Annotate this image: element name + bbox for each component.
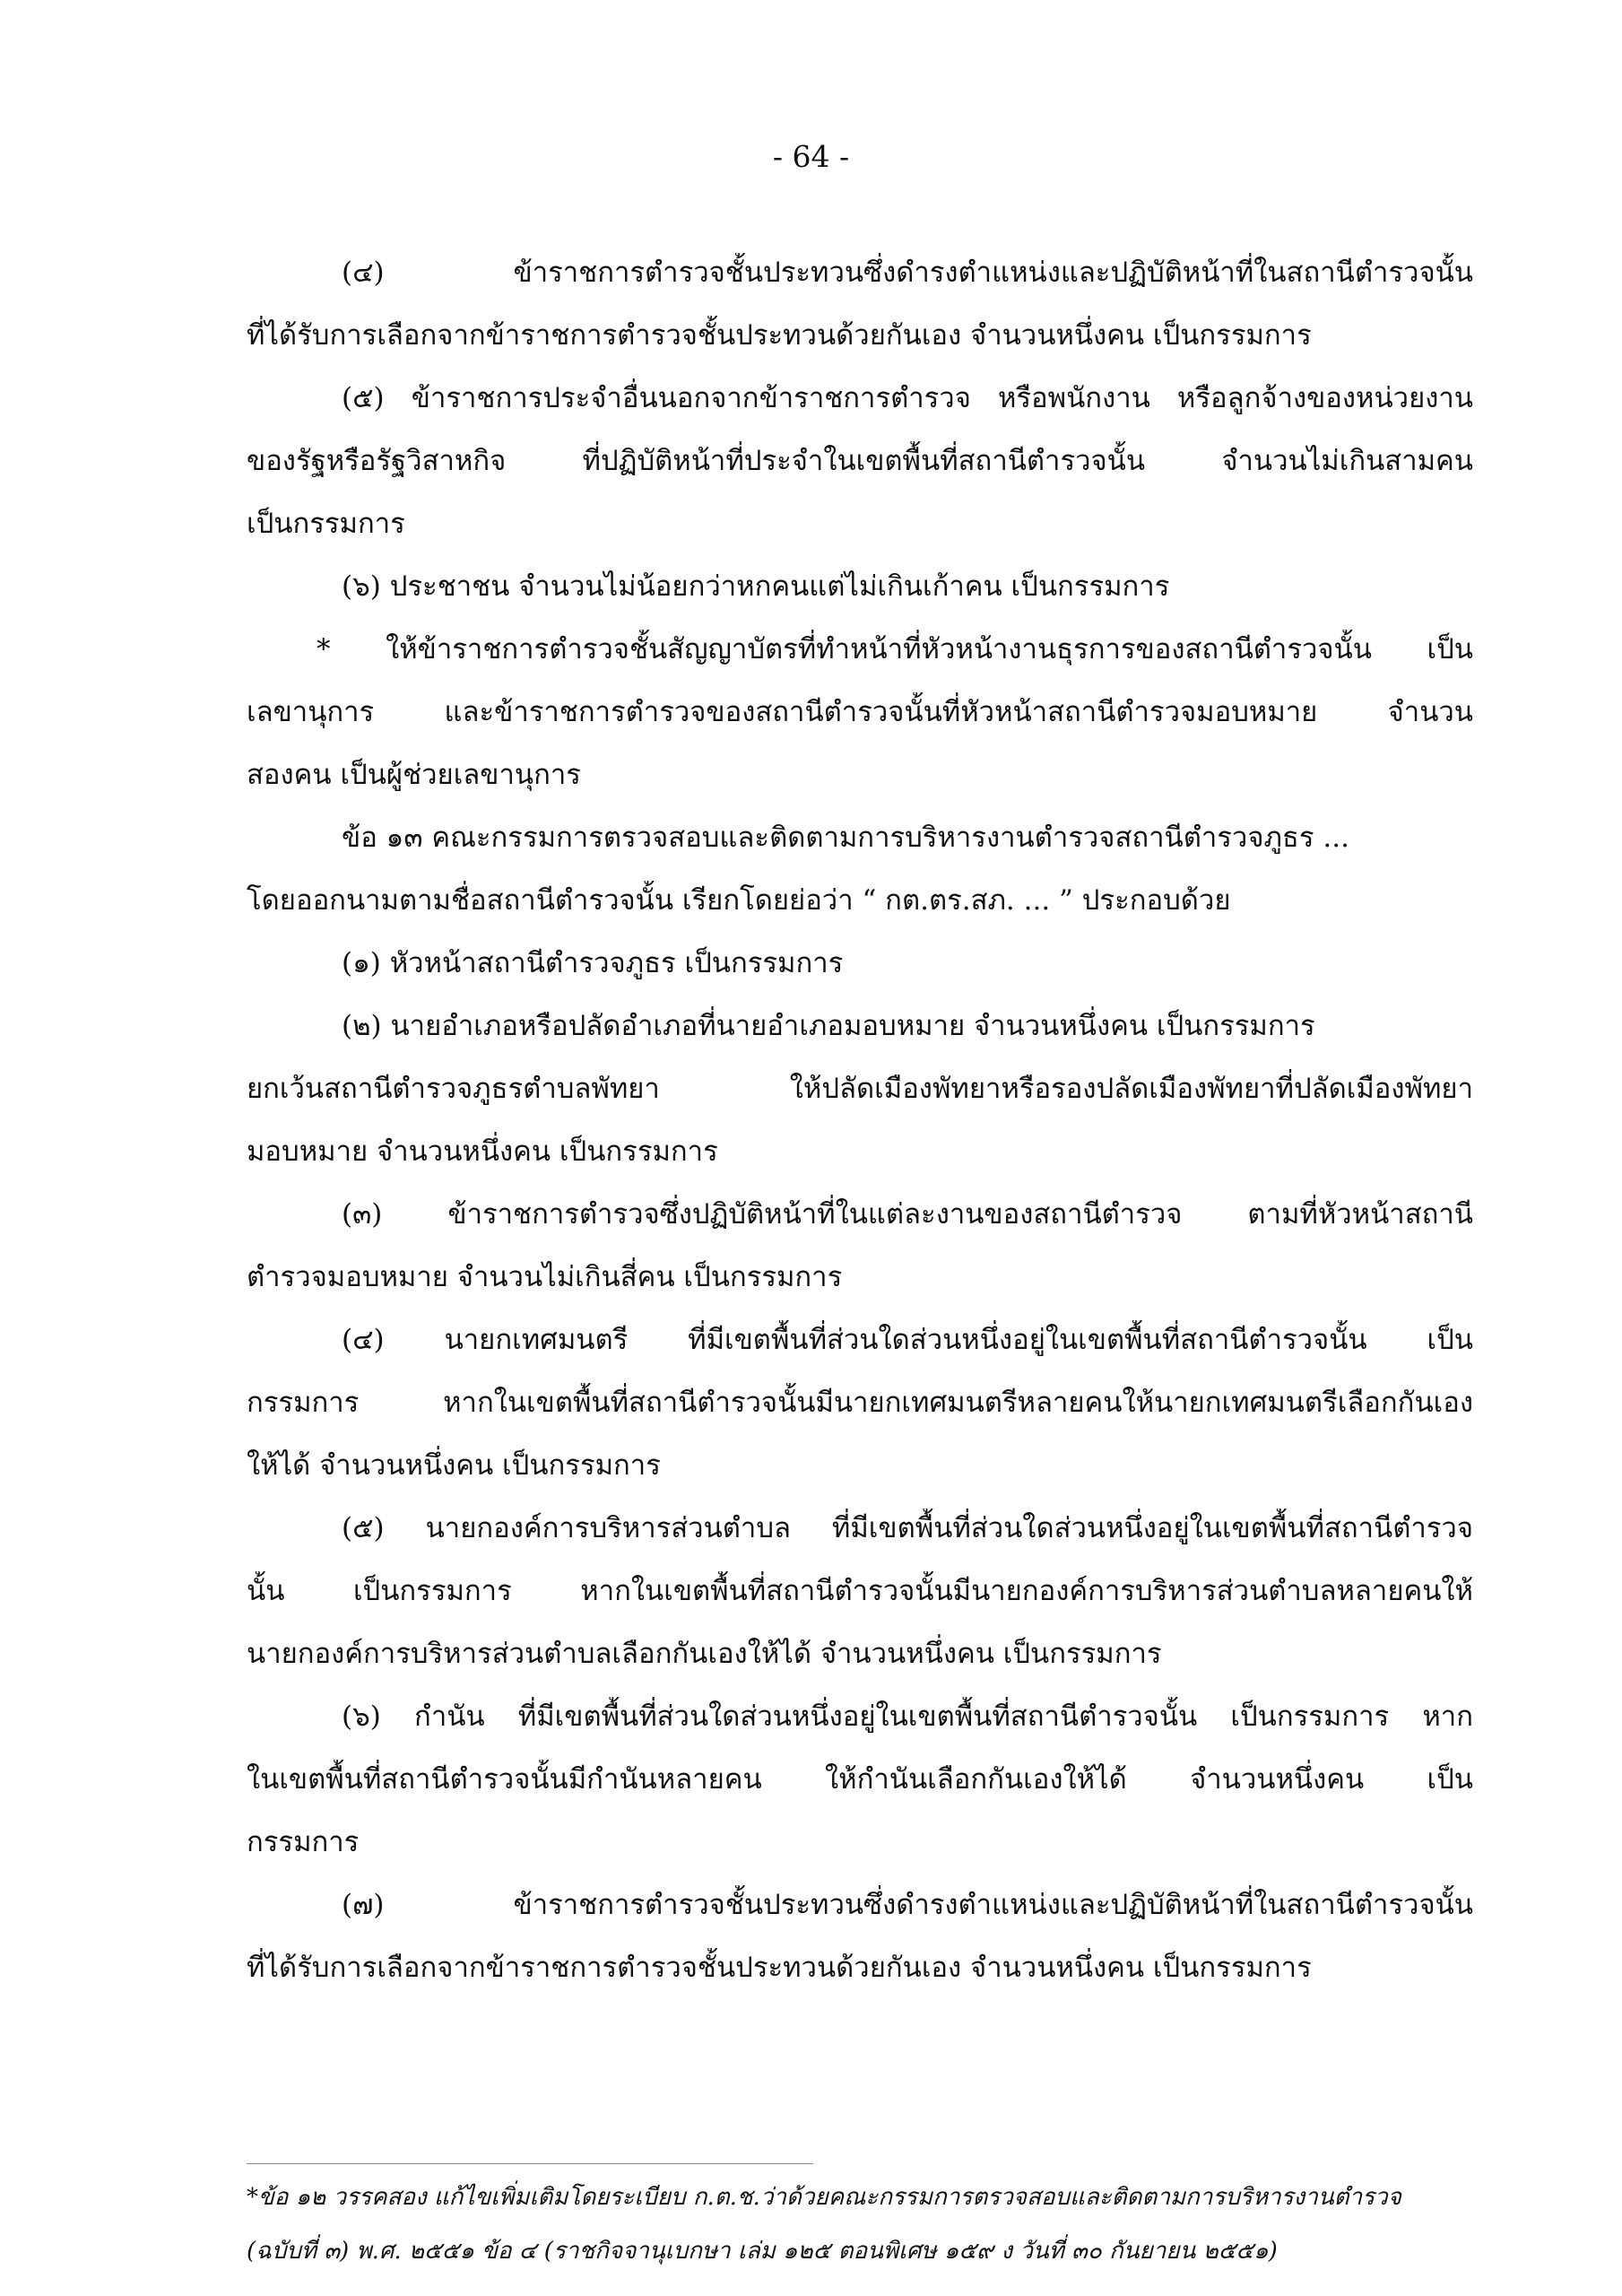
paragraph-line: นายกองค์การบริหารส่วนตำบลเลือกกันเองให้ได้ จำนวนหนึ่งคน เป็นกรรมการ [247,1638,1162,1670]
paragraph-line: (๑) หัวหน้าสถานีตำรวจภูธร เป็นกรรมการ [342,947,844,979]
paragraph-line: ให้ได้ จำนวนหนึ่งคน เป็นกรรมการ [247,1449,661,1482]
paragraph-line: ตำรวจมอบหมาย จำนวนไม่เกินสี่คน เป็นกรรมการ [247,1261,843,1293]
paragraph-line: (๖) ประชาชน จำนวนไม่น้อยกว่าหกคนแต่ไม่เกินเก้าคน เป็นกรรมการ [342,570,1170,603]
paragraph-line: (๗) ข้าราชการตำรวจชั้นประทวนซึ่งดำรงตำแหน่งและปฏิบัติหน้าที่ในสถานีตำรวจนั้น [342,1889,1473,1921]
paragraph-line: ของรัฐหรือรัฐวิสาหกิจ ที่ปฏิบัติหน้าที่ประจำในเขตพื้นที่สถานีตำรวจนั้น จำนวนไม่เกินสามคน [247,445,1473,477]
paragraph-line: ยกเว้นสถานีตำรวจภูธรตำบลพัทยา ให้ปลัดเมืองพัทยาหรือรองปลัดเมืองพัทยาที่ปลัดเมืองพัทยา [247,1073,1473,1105]
footnote-line: (ฉบับที่ ๓) พ.ศ. ๒๕๕๑ ข้อ ๔ (ราชกิจจานุเบกษา เล่ม ๑๒๕ ตอนพิเศษ ๑๕๙ ง วันที่ ๓๐ กันยายน ๒๕๕๑) [247,2238,1278,2265]
paragraph-line: (๒) นายอำเภอหรือปลัดอำเภอที่นายอำเภอมอบหมาย จำนวนหนึ่งคน เป็นกรรมการ [342,1010,1315,1042]
paragraph-line: โดยออกนามตามชื่อสถานีตำรวจนั้น เรียกโดยย่อว่า “ กต.ตร.สภ. ... ” ประกอบด้วย [247,884,1231,917]
footnote-divider [247,2163,813,2164]
paragraph-line: (๔) นายกเทศมนตรี ที่มีเขตพื้นที่ส่วนใดส่วนหนึ่งอยู่ในเขตพื้นที่สถานีตำรวจนั้น เป็น [342,1324,1473,1356]
paragraph-line: (๓) ข้าราชการตำรวจซึ่งปฏิบัติหน้าที่ในแต่ละงานของสถานีตำรวจ ตามที่หัวหน้าสถานี [342,1198,1473,1231]
footnote-block [247,2179,1473,2287]
paragraph-line: ในเขตพื้นที่สถานีตำรวจนั้นมีกำนันหลายคน ให้กำนันเลือกกันเองให้ได้ จำนวนหนึ่งคน เป็น [247,1763,1473,1796]
paragraph-line: กรรมการ หากในเขตพื้นที่สถานีตำรวจนั้นมีนายกเทศมนตรีหลายคนให้นายกเทศมนตรีเลือกกันเอง [247,1387,1473,1419]
paragraph-line: เลขานุการ และข้าราชการตำรวจของสถานีตำรวจนั้นที่หัวหน้าสถานีตำรวจมอบหมาย จำนวน [247,696,1473,728]
footnote-line: *ข้อ ๑๒ วรรคสอง แก้ไขเพิ่มเติมโดยระเบียบ ก.ต.ช.ว่าด้วยคณะกรรมการตรวจสอบและติดตามการบริหารงานตำรวจ [247,2184,1401,2211]
paragraph-line: (๕) นายกองค์การบริหารส่วนตำบล ที่มีเขตพื้นที่ส่วนใดส่วนหนึ่งอยู่ในเขตพื้นที่สถานีตำรวจ [342,1512,1473,1544]
page-number: - 64 - [772,139,850,174]
body-text [247,253,1473,2011]
paragraph-line: * ให้ข้าราชการตำรวจชั้นสัญญาบัตรที่ทำหน้าที่หัวหน้างานธุรการของสถานีตำรวจนั้น เป็น [317,633,1473,665]
paragraph-line: (๕) ข้าราชการประจำอื่นนอกจากข้าราชการตำรวจ หรือพนักงาน หรือลูกจ้างของหน่วยงาน [342,382,1473,414]
paragraph-line: มอบหมาย จำนวนหนึ่งคน เป็นกรรมการ [247,1135,718,1168]
paragraph-line: ที่ได้รับการเลือกจากข้าราชการตำรวจชั้นประทวนด้วยกันเอง จำนวนหนึ่งคน เป็นกรรมการ [247,1952,1312,1984]
paragraph-line: ข้อ ๑๓ คณะกรรมการตรวจสอบและติดตามการบริหารงานตำรวจสถานีตำรวจภูธร ... [342,822,1349,854]
paragraph-line: สองคน เป็นผู้ช่วยเลขานุการ [247,759,581,791]
paragraph-line: นั้น เป็นกรรมการ หากในเขตพื้นที่สถานีตำรวจนั้นมีนายกองค์การบริหารส่วนตำบลหลายคนให้ [247,1575,1473,1607]
paragraph-line: (๔) ข้าราชการตำรวจชั้นประทวนซึ่งดำรงตำแหน่งและปฏิบัติหน้าที่ในสถานีตำรวจนั้น [342,257,1473,289]
paragraph-line: (๖) กำนัน ที่มีเขตพื้นที่ส่วนใดส่วนหนึ่งอยู่ในเขตพื้นที่สถานีตำรวจนั้น เป็นกรรมการ หาก [342,1700,1473,1733]
paragraph-line: เป็นกรรมการ [247,508,405,540]
paragraph-line: ที่ได้รับการเลือกจากข้าราชการตำรวจชั้นประทวนด้วยกันเอง จำนวนหนึ่งคน เป็นกรรมการ [247,319,1312,352]
paragraph-line: กรรมการ [247,1826,360,1858]
